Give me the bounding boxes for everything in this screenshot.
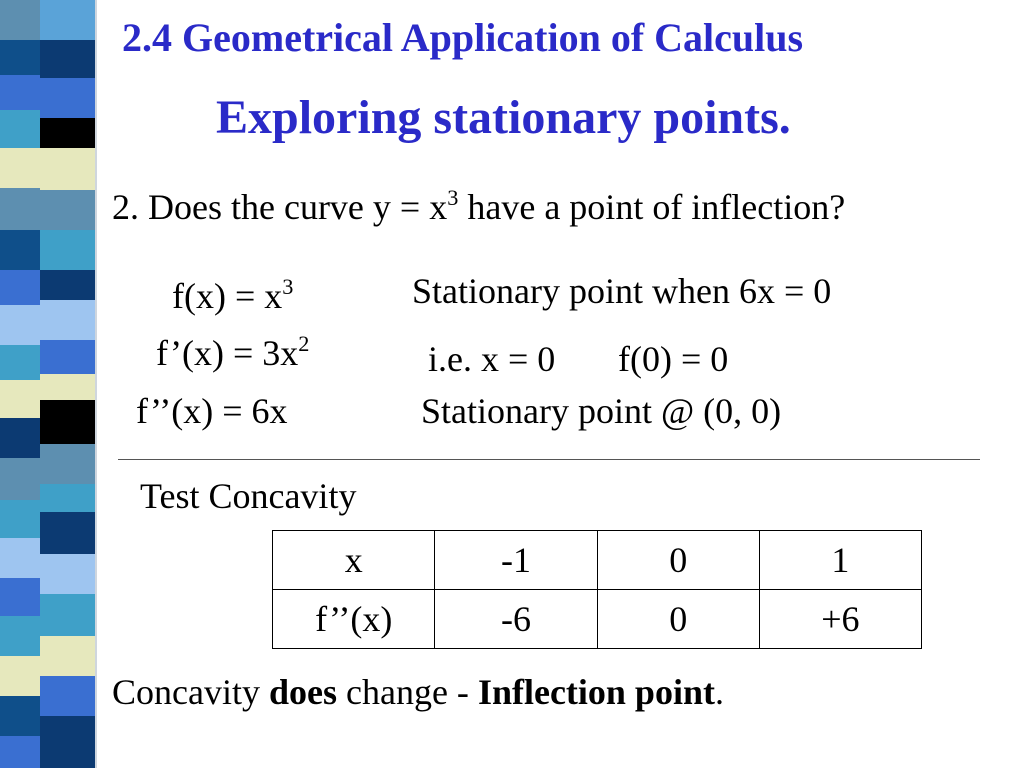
function-definition <box>172 275 293 317</box>
concavity-heading: Test Concavity <box>140 476 357 516</box>
table-cell: f’’(x) <box>273 590 435 649</box>
question-suffix: have a point of inflection? <box>458 187 846 227</box>
conclusion-part1: Concavity <box>112 672 269 712</box>
table-cell: +6 <box>759 590 921 649</box>
table-cell: 0 <box>597 531 759 590</box>
concavity-table <box>272 530 922 649</box>
divider <box>118 459 980 460</box>
stationary-point: Stationary point @ (0, 0) <box>421 391 782 431</box>
second-derivative: f’’(x) = 6x <box>136 391 288 431</box>
stationary-x: i.e. x = 0 <box>428 339 556 379</box>
function-text: f(x) = x <box>172 276 283 316</box>
table-row <box>273 590 922 649</box>
table-cell: 1 <box>759 531 921 590</box>
stationary-condition: Stationary point when 6x = 0 <box>412 271 832 311</box>
slide-subtitle: Exploring stationary points. <box>216 91 791 144</box>
conclusion-part2: does <box>268 672 337 712</box>
conclusion-part3: change - <box>337 672 478 712</box>
table-cell: -1 <box>435 531 597 590</box>
first-derivative <box>156 332 309 374</box>
table-row <box>273 531 922 590</box>
stationary-y: f(0) = 0 <box>618 339 729 379</box>
question-prefix: 2. Does the curve y = x <box>112 187 448 227</box>
decorative-stripe <box>0 0 118 768</box>
conclusion-part5: . <box>714 672 724 712</box>
table-cell: x <box>273 531 435 590</box>
slide-title: 2.4 Geometrical Application of Calculus <box>122 15 804 60</box>
table-cell: -6 <box>435 590 597 649</box>
question-text <box>112 186 845 228</box>
table-cell: 0 <box>597 590 759 649</box>
question-exponent: 3 <box>447 185 459 211</box>
conclusion-part4: Inflection point <box>477 672 715 712</box>
conclusion-text <box>112 671 724 713</box>
first-derivative-exponent: 2 <box>298 331 310 357</box>
function-exponent: 3 <box>282 274 294 300</box>
first-derivative-text: f’(x) = 3x <box>156 333 299 373</box>
